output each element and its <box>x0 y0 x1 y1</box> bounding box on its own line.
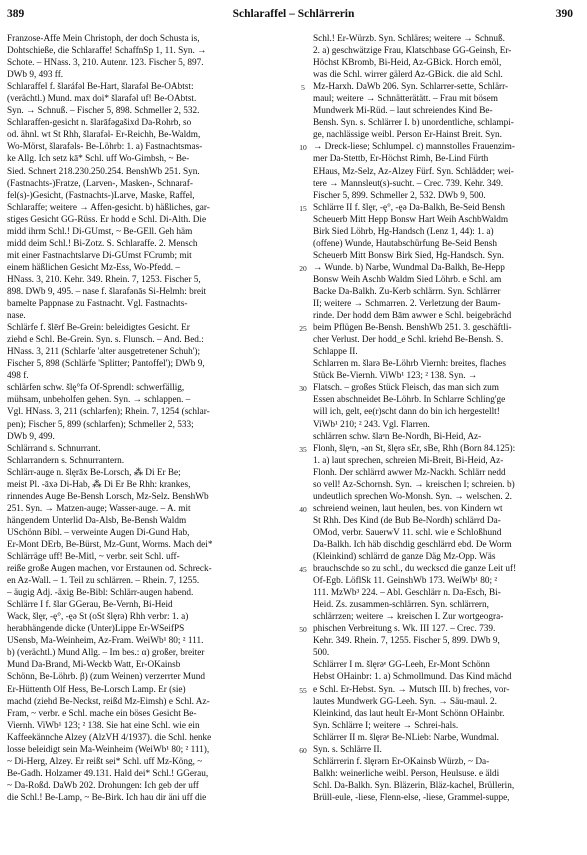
text-line: HNass. 3, 211 (Schlarfe 'alter ausgetretener Schuh'); <box>7 347 201 358</box>
text-line: schlärrzen; weitere → kreischen I. Zur wortgeogra- <box>313 612 504 623</box>
text-line: Essen abschneidet Be-Löhrb. In Schlarre Schling'ge <box>313 395 506 406</box>
text-line: 500. <box>313 648 330 659</box>
text-line: Schlaraffel f. šlaráfəl Be-Hart, šlarafəl Be-OAbtst: <box>7 82 194 93</box>
text-line: rinde. Der hodd dem Bām awwer e Schl. beigebrächd <box>313 311 512 322</box>
text-line: Schlarrandern s. Schnurrantern. <box>7 455 125 466</box>
text-line: Syn. → Schnuß. – Fischer 5, 898. Schmeller 2, 532. <box>7 106 200 117</box>
text-line: Flonh. Der schlärrd awwer Mz-Nackh. Schlärr nedd <box>313 467 506 478</box>
text-line: Vgl. HNass. 3, 211 (schlarfen); Rhein. 7, 1254 (schlar- <box>7 407 210 418</box>
text-line: schreiend weinen, laut heulen, bes. von Kindern wt <box>313 503 503 514</box>
text-line: brauchschde so zu schl., du weckscd die ganze Leit uf! <box>313 564 517 575</box>
text-line: Bonsw Weih Aschb Waldm Sied Löhrb. e Schl. am <box>313 274 502 285</box>
text-line: 111. MzWb³ 224. – Abl. Geschlärr n. Da-Esch, Bi- <box>313 588 501 599</box>
line-number: 40 <box>299 504 307 514</box>
text-line: ziehd e Schl. Be-Grein. Syn. s. Flunsch. – And. Bed.: <box>7 335 204 346</box>
text-line: Schote. – HNass. 3, 210. Autenr. 123. Fischer 5, 897. <box>7 58 204 69</box>
text-line: Viernh. ViWb¹ 123; ² 138. Sie hat eine Schl. wie ein <box>7 720 200 731</box>
text-line: Schlappe II. <box>313 347 358 358</box>
text-line: mer Da-Stettb, Er-Höchst Rimh, Be-Lind Fürth <box>313 154 489 165</box>
text-line: rinnendes Auge Be-Bensh Lorsch, Mz-Selz. BenshWb <box>7 491 209 502</box>
text-line: einem häßlichen Gesicht Mz-Ess, Wo-Pfedd. – <box>7 262 180 273</box>
text-line: Schlaraffe; weitere → Affen-gesicht. b) häßliches, gar- <box>7 202 210 213</box>
text-line: Hebst OHainbr: 1. a) Schmollmund. Das Kind mächd <box>313 672 512 683</box>
text-line: losse beleidigt sein Ma-Weinheim (WeiWb¹ 80; ² 111), <box>7 744 210 755</box>
text-line: → Dreck-liese; Schlumpel. c) mannstolles Frauenzim- <box>313 142 515 153</box>
text-line: ge, nachlässige weibl. Person Er-Hainst Breit. Syn. <box>313 130 502 141</box>
text-line: Fischer 5, 899. Schmeller 2, 532. DWb 9, 500. <box>313 190 486 201</box>
text-line: ke Allg. Ich setz kā* Schl. uff Wo-Gimbsh, ~ Be- <box>7 154 190 165</box>
text-line: Scheuerb Mitt Bonsw Birk Sied, Hg-Handsch. Syn. <box>313 250 504 261</box>
text-line: Schl.! Er-Würzb. Syn. Schläres; weitere → Schnuß. <box>313 34 505 44</box>
text-line: Schlärre II f. šlęr, -ę°, -ęə Da-Balkh, Be-Seid Bensh <box>313 202 505 213</box>
line-number: 5 <box>301 83 305 93</box>
line-number: 20 <box>299 263 307 273</box>
text-line: stiges Gesicht GG-Rüss. Er hodd e Schl. Di-Alth. Die <box>7 214 207 225</box>
line-number: 45 <box>299 565 307 575</box>
text-line: Flatsch. – großes Stück Fleisch, das man sich zum <box>313 383 500 394</box>
text-line: Wo-Mörst, šlarafəls- Be-Löhrb: 1. a) Fastnachtsmas- <box>7 142 203 153</box>
text-line: DWb 9, 493 ff. <box>7 70 64 81</box>
text-line: hängendem Unterlid Da-Alsb, Be-Bensh Waldm <box>7 515 187 526</box>
text-line: – äugig Adj. -äxig Be-Bibl: Schlärr-augen habend. <box>7 588 194 599</box>
right-page-number: 390 <box>555 8 573 20</box>
text-line: Mundwerk Mi-Rüd. – laut schreiendes Kind Be- <box>313 106 493 117</box>
text-line: meist Pl. -āxə Di-Hab, ⁂ Di Er Be Rhh: krankes, <box>7 479 191 490</box>
text-line: (Fastnachts-)Fratze, (Larven-, Masken-, Schnaraf- <box>7 178 193 189</box>
text-line: en Az-Wall. – 1. Teil zu schlärren. – Rhein. 7, 1255. <box>7 576 200 587</box>
text-line: Schlärrerin f. šlęrərn Er-OKainsb Würzb, ~ Da- <box>313 756 490 767</box>
text-line: Kehr. 349. Rhein. 7, 1255. Fischer 5, 899. DWb 9, <box>313 636 500 647</box>
line-number: 15 <box>299 203 307 213</box>
text-line: Schlärrand s. Schnurrant. <box>7 443 101 454</box>
text-line: phischen Verbreitung s. Wk. III 127. – Crec. 739. <box>313 624 496 635</box>
text-line: USensb, Ma-Weinheim, Az-Fram. WeiWb¹ 80; ² 111. <box>7 636 204 647</box>
text-line: Kaffeekännche Alzey (AlzVH 4/1937). die Schl. henke <box>7 732 212 743</box>
text-line: Er-Hüttenth Olf Hess, Be-Lorsch Lamp. Er (sie) <box>7 684 186 695</box>
text-line: Schlärräge uff! Be-Mitl, ~ verbr. seit Schl. uff- <box>7 552 180 563</box>
text-line: was die Schl. wirrer gälerd Az-GBick. die ald Schl. <box>313 70 503 81</box>
text-line: 1. a) laut sprechen, schreien Mi-Breit, Bi-Heid, Az- <box>313 455 504 466</box>
text-line: 898. DWb 9, 495. – nase f. šlarafənās Si-Helmh: breit <box>7 286 207 297</box>
text-line: so vell! Az-Schornsh. Syn. → kreischen I; schreien. b) <box>313 479 515 490</box>
text-line: EHaus, Mz-Selz, Az-Alzey Fürf. Syn. Schlädder; wei- <box>313 166 514 177</box>
text-line: Mund Da-Brand, Mi-Weckb Watt, Er-OKainsb <box>7 660 181 671</box>
text-line: Franzose-Affe Mein Christoph, der doch Schusta is, <box>7 34 200 44</box>
text-line: tere → Mannsleut(s)-sucht. – Crec. 739. Kehr. 349. <box>313 178 504 189</box>
text-line: nase. <box>7 311 26 322</box>
text-line: 498 f. <box>7 371 29 382</box>
text-line: undeutlich sprechen Wo-Monsh. Syn. → welschen. 2. <box>313 491 512 502</box>
text-line: fel(s)-)Gesicht, (Fastnachts-)Larve, Maske, Raffel, <box>7 190 195 201</box>
text-line: Kleinkind, das laut heult Er-Mont Schönn OHainbr. <box>313 708 505 719</box>
text-line: ~ Da-Roßd. DaWb 202. Drohungen: Ich geb der uff <box>7 780 199 791</box>
page-title: Schlaraffel – Schlärrerin <box>232 8 355 20</box>
text-line: od. ähnl. wt St Rhh, šlarafəl- Er-Reichh, Be-Waldm, <box>7 130 201 141</box>
text-line: midd deim Schl.! Bi-Zotz. S. Schlaraffe. 2. Mensch <box>7 238 198 249</box>
text-line: ViWb¹ 210; ² 243. Vgl. Flarren. <box>313 419 430 430</box>
text-line: 251. Syn. → Matzen-auge; Wasser-auge. – A. mit <box>7 503 191 514</box>
text-line: Heid. Zs. zusammen-schlärren. Syn. schlärrern, <box>313 600 489 611</box>
text-line: Da-Balkh. Ich häb dischdig geschlärrd ebd. De Worm <box>313 539 512 550</box>
text-line: HNass. 3, 210. Kehr. 349. Rhein. 7, 1253. Fischer 5, <box>7 274 201 285</box>
text-line: II; weitere → Schmarren. 2. Verletzung der Baum- <box>313 299 501 310</box>
text-line: 2. a) geschwätzige Frau, Klatschbase GG-Geinsh, Er- <box>313 46 512 57</box>
text-line: will ich, gelt, ee(r)scht dann do bin ich hergestellt! <box>313 407 500 418</box>
text-line: Schlarren m. šlarə Be-Löhrb Viernh: breites, flaches <box>313 359 506 370</box>
line-number: 25 <box>299 324 307 334</box>
text-line: ~ Di-Herg, Alzey. Er reißt sei* Schl. uff Mz-Köng, ~ <box>7 756 203 767</box>
text-line: maul; weitere → Schnätterätätt. – Frau mit bösem <box>313 94 498 105</box>
left-page-number: 389 <box>7 8 25 20</box>
line-number: 10 <box>299 143 307 153</box>
text-line: Schlärrer II m. šlęrəᵉ Be-NLieb: Narbe, Wundmal. <box>313 732 499 743</box>
text-line: midd ihrm Schl.! Di-GUmst, ~ Be-GEll. Geh häm <box>7 226 193 237</box>
line-number: 55 <box>299 685 307 695</box>
text-line: herabhängende dicke (Unter)Lippe Er-WSeifPS <box>7 624 185 635</box>
text-line: Backe Da-Balkh. Zu-Kerb schlärrn. Syn. Schlärrer <box>313 286 501 297</box>
line-number: 30 <box>299 384 307 394</box>
line-number: 60 <box>299 745 307 755</box>
text-line: Dohtschieße, die Schlaraffe! SchaffnSp 1, 11. Syn. → <box>7 46 207 57</box>
text-line: Höchst KBromb, Bi-Heid, Az-GBick. Horch emöl, <box>313 58 502 69</box>
text-line: Schl. Da-Balkh. Syn. Bläzerin, Bläz-kachel, Brüllerin, <box>313 780 515 791</box>
text-line: pen); Fischer 5, 899 (schlarfen); Schmeller 2, 533; <box>7 419 194 430</box>
text-line: Of-Egb. LöflSk 11. GeinshWb 173. WeiWb¹ 80; ² <box>313 576 498 587</box>
left-column <box>7 33 294 804</box>
text-line: lautes Mundwerk GG-Leeh. Syn. → Säu-maul. 2. <box>313 696 497 707</box>
text-line: → Wunde. b) Narbe, Wundmal Da-Balkh, Be-Hepp <box>313 262 505 273</box>
text-line: schlärfen schw. šlę°fə Of-Sprendl: schwerfällig, <box>7 383 185 394</box>
text-line: machd (ziehd Be-Neckst, reißd Mz-Eimsh) e Schl. Az- <box>7 696 210 707</box>
text-line: Syn. s. Schlärre II. <box>313 744 382 755</box>
page-header <box>0 8 587 26</box>
text-line: Schönn, Be-Löhrb. β) (zum Weinen) verzerrter Mund <box>7 672 205 683</box>
text-line: Schlärr-auge n. šlęrāx Be-Lorsch, ⁂ Di Er Be; <box>7 467 181 478</box>
text-line: Bensh. Syn. s. Schlärrer I. b) unordentliche, schlampi- <box>313 118 514 129</box>
text-line: Scheuerb Mitt Hepp Bonsw Hart Weih AschbWaldm <box>313 214 509 225</box>
text-line: USchönn Bibl. – verweinte Augen Di-Gund Hab, <box>7 527 190 538</box>
text-line: Schlärre I f. šlar GGerau, Be-Vernh, Bi-Heid <box>7 600 173 611</box>
text-line: Be-Gadh. Holzamer 49.131. Hald dei* Schl.! GGerau, <box>7 768 209 779</box>
text-line: b) (verächtl.) Mund Allg. – Im bes.: α) großer, breiter <box>7 648 205 659</box>
text-line: Birk Sied Löhrb, Hg-Handsch (Lenz 1, 44): 1. a) <box>313 226 494 237</box>
text-line: OMod, verbr. SauerwV 11. schl. wie e Schloßhund <box>313 527 502 538</box>
line-number: 35 <box>299 444 307 454</box>
text-line: Sied. Schnert 218.230.250.254. BenshWb 251. Syn. <box>7 166 200 177</box>
text-line: mühsam, unbeholfen gehen. Syn. → schlappen. – <box>7 395 191 406</box>
text-line: Fischer 5, 898 (Schlärfe 'Splitter; Pantoffel'); DWb 9, <box>7 359 205 370</box>
text-line: DWb 9, 499. <box>7 431 55 442</box>
text-line: cher Verlust. Der hodd_e Schl. kriehd Be-Bensh. S. <box>313 335 504 346</box>
text-line: reiße große Augen machen, vor Erstaunen od. Schreck- <box>7 564 212 575</box>
text-line: Fram, ~ verbr. e Schl. mache ein böses Gesicht Be- <box>7 708 197 719</box>
text-line: St Rhh. Des Kind (de Bub Be-Nordh) schlärrd Da- <box>313 515 501 526</box>
text-line: (Kleinkind) schlärrd de ganze Däg Mz-Opp. Wäs <box>313 552 496 563</box>
text-line: Er-Mont DErb, Be-Bürst, Mz-Gunt, Worms. Mach dei* <box>7 539 213 550</box>
text-line: mit einer Fastnachtslarve Di-GUmst FCrumb; mit <box>7 250 192 261</box>
text-line: e Schl. Er-Hebst. Syn. → Mutsch III. b) freches, vor- <box>313 684 510 695</box>
text-line: die Schl.! Be-Lamp, ~ Be-Birk. Ich hau dir äni uff die <box>7 792 207 803</box>
text-line: Flonh, šlęᵉn, -ən St, šlęrə sEr, sBe, Rhh (Born 84.125): <box>313 443 516 454</box>
text-line: (verächtl.) Mund. max doi* šlarafəl uf! Be-OAbtst. <box>7 94 197 105</box>
text-line: Stück Be-Viernh. ViWb¹ 123; ² 138. Syn. → <box>313 371 478 382</box>
text-line: Schlärrer I m. šlęrəᵉ GG-Leeh, Er-Mont Schönn <box>313 660 490 671</box>
text-line: Brüll-eule, -liese, Flenn-else, -liese, Grammel-suppe, <box>313 792 510 803</box>
text-line: beim Pflügen Be-Bensh. BenshWb 251. 3. geschäftli- <box>313 323 512 334</box>
text-line: Wack, šlęr, -ę°, -ęə St (oSt šlęrə) Rhh verbr: 1. a) <box>7 612 189 623</box>
text-line: schlärren schw. šlaᵉn Be-Nordh, Bi-Heid, Az- <box>313 431 482 442</box>
text-line: Schlärfe f. šlērf Be-Grein: beleidigtes Gesicht. Er <box>7 323 190 334</box>
text-line: Mz-Harxh. DaWb 206. Syn. Schlarrer-sette, Schlärr- <box>313 82 509 93</box>
text-line: (offene) Wunde, Hautabschürfung Be-Seid Bensh <box>313 238 497 249</box>
line-number: 50 <box>299 625 307 635</box>
text-line: Schlaraffen-gesicht n. šlarāfəgašixd Da-Rohrb, so <box>7 118 192 129</box>
text-line: Syn. Schlärre I; weitere → Schrei-hals. <box>313 720 459 731</box>
right-column <box>313 33 577 804</box>
text-line: bamelte Pappnase zu Fastnacht. Vgl. Fastnachts- <box>7 299 188 310</box>
text-line: Balkh: weinerliche weibl. Person, Heulsuse. e äldi <box>313 768 500 779</box>
